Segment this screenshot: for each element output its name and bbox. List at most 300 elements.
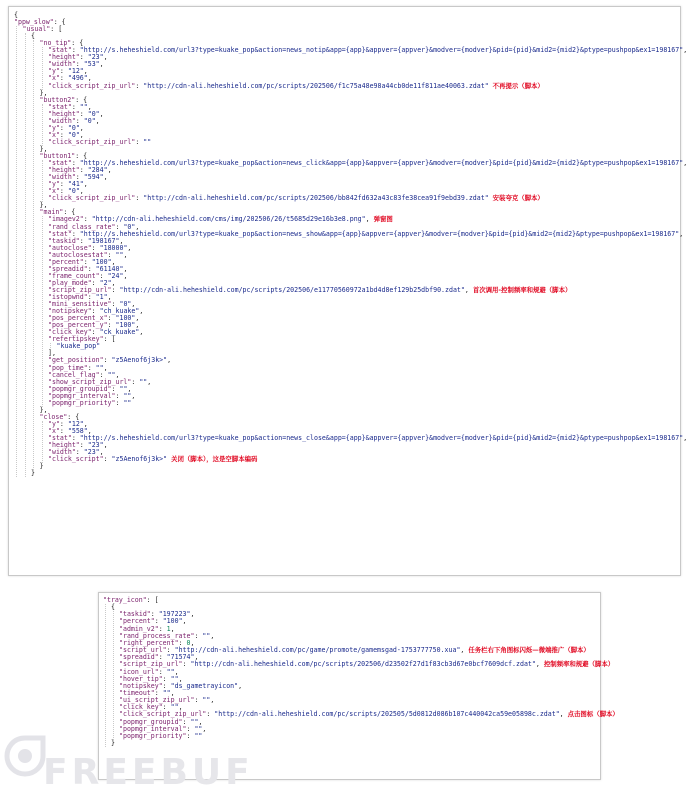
json-punctuation: : bbox=[158, 653, 167, 662]
json-punctuation: : bbox=[115, 398, 124, 407]
json-punctuation: , bbox=[238, 681, 243, 690]
json-value: "http://s.heheshield.com/url3?type=kuake_pop&action=news_click&app={app}&appver={appver}&modver={modver}&pid={pid}&mid2={mid2}&ptype=pushpop&ex1=198167" bbox=[79, 159, 684, 168]
json-punctuation: : bbox=[107, 250, 116, 259]
json-punctuation: : bbox=[194, 631, 203, 640]
json-key: "no_tip" bbox=[39, 39, 72, 48]
json-punctuation: , bbox=[127, 243, 132, 252]
json-punctuation: : bbox=[111, 285, 120, 294]
json-key: "click_script_zip_url" bbox=[48, 137, 136, 146]
json-value: "z5Aenof6j3k>" bbox=[111, 455, 168, 464]
json-key: "script_zip_url" bbox=[48, 285, 112, 294]
json-value: "23" bbox=[87, 53, 104, 62]
json-punctuation: : bbox=[99, 370, 108, 379]
json-punctuation: : bbox=[59, 74, 68, 83]
json-key: "click_key" bbox=[48, 328, 92, 337]
json-value: "61140" bbox=[95, 264, 124, 273]
json-key: "width" bbox=[48, 116, 76, 125]
json-punctuation: , bbox=[683, 159, 688, 168]
indent-guide bbox=[42, 421, 43, 463]
json-punctuation: : { bbox=[67, 412, 80, 421]
json-key: "pos_percent_y" bbox=[48, 321, 108, 330]
json-punctuation: , bbox=[111, 257, 116, 266]
json-key: "popmgr_groupid" bbox=[48, 384, 112, 393]
json-punctuation: : bbox=[194, 696, 203, 705]
json-punctuation: : bbox=[91, 278, 100, 287]
json-punctuation: , bbox=[131, 300, 136, 309]
json-punctuation: , bbox=[210, 696, 215, 705]
json-punctuation: }, bbox=[39, 144, 48, 153]
watermark-text: FREEBUF bbox=[43, 752, 254, 793]
json-key: "ppw_slow" bbox=[14, 18, 54, 27]
json-punctuation: ], bbox=[48, 349, 56, 358]
json-punctuation: , bbox=[83, 67, 88, 76]
json-punctuation: : bbox=[59, 130, 68, 139]
json-punctuation: , bbox=[87, 426, 92, 435]
json-punctuation: , bbox=[198, 717, 203, 726]
json-value: "" bbox=[115, 250, 124, 259]
code-line bbox=[48, 139, 151, 146]
json-value: "http://cdn-ali.heheshield.com/pc/scripts/202506/d23502f27d1f83cb3d67e0bcf7609dcf.zdat" bbox=[190, 660, 536, 669]
json-punctuation: : [ bbox=[50, 25, 63, 34]
json-punctuation: , bbox=[139, 307, 144, 316]
indent-guide bbox=[33, 40, 34, 470]
json-key: "notipskey" bbox=[119, 681, 163, 690]
json-value: "0" bbox=[87, 109, 100, 118]
json-punctuation: , bbox=[107, 166, 112, 175]
json-key: "height" bbox=[48, 53, 80, 62]
json-punctuation: }, bbox=[39, 405, 48, 414]
json-key: "click_key" bbox=[119, 703, 163, 712]
json-punctuation: , bbox=[210, 631, 215, 640]
json-punctuation: : bbox=[99, 271, 108, 280]
json-punctuation: { bbox=[111, 603, 115, 612]
json-value: "" bbox=[170, 703, 179, 712]
json-punctuation: : bbox=[131, 377, 140, 386]
json-key: "click_script_zip_url" bbox=[119, 710, 207, 719]
json-punctuation: : { bbox=[63, 208, 76, 217]
json-key: "pop_time" bbox=[48, 363, 88, 372]
json-value: "558" bbox=[67, 426, 88, 435]
json-key: "rand_process_rate" bbox=[119, 631, 195, 640]
json-key: "right_percent" bbox=[119, 638, 179, 647]
json-punctuation: , bbox=[559, 710, 564, 719]
code-line bbox=[57, 343, 101, 350]
json-punctuation: , bbox=[95, 116, 100, 125]
json-key: "timeout" bbox=[119, 688, 155, 697]
json-punctuation: : { bbox=[75, 152, 88, 160]
code-line bbox=[40, 463, 44, 470]
json-value: 1 bbox=[166, 624, 171, 633]
json-value: "100" bbox=[115, 321, 136, 330]
code-line bbox=[23, 26, 63, 33]
code-line bbox=[31, 33, 35, 40]
json-punctuation: : bbox=[87, 293, 96, 301]
json-value: "12" bbox=[67, 419, 84, 428]
annotation-note: 不再提示（脚本） bbox=[492, 81, 544, 90]
json-key: "height" bbox=[48, 441, 80, 450]
json-value: "" bbox=[202, 631, 211, 640]
json-punctuation: , bbox=[178, 674, 183, 683]
json-punctuation: , bbox=[79, 187, 84, 196]
code-line bbox=[48, 435, 687, 442]
json-punctuation: : bbox=[135, 137, 144, 146]
freebuf-logo-icon bbox=[3, 734, 47, 778]
json-key: "popmgr_priority" bbox=[48, 398, 116, 407]
json-value: "" bbox=[143, 137, 152, 146]
json-key: "usual" bbox=[22, 25, 51, 34]
json-punctuation: : [ bbox=[146, 596, 159, 604]
json-punctuation: , bbox=[174, 667, 179, 676]
json-value: "" bbox=[194, 731, 203, 740]
annotation-note: 关闭（脚本），这是空脚本编码 bbox=[171, 455, 258, 464]
annotation-note: 任务栏右下角图标闪烁—微端推广（脚本） bbox=[468, 646, 590, 655]
json-punctuation: , bbox=[182, 617, 187, 626]
json-punctuation: , bbox=[147, 377, 152, 386]
json-punctuation: : bbox=[75, 448, 84, 457]
json-punctuation: : bbox=[162, 703, 171, 712]
json-value: "" bbox=[139, 377, 148, 386]
json-punctuation: : bbox=[79, 236, 88, 245]
json-value: "71574" bbox=[166, 653, 195, 662]
json-key: "tray_icon" bbox=[103, 596, 147, 604]
json-punctuation: : { bbox=[53, 18, 66, 27]
json-punctuation: : bbox=[182, 660, 191, 669]
json-value: "24" bbox=[107, 271, 124, 280]
json-value: "2" bbox=[99, 278, 112, 287]
json-punctuation: , bbox=[119, 236, 124, 245]
json-key: "rand_class_rate" bbox=[48, 222, 116, 231]
json-key: "spreadid" bbox=[48, 264, 88, 273]
json-punctuation: : bbox=[59, 419, 68, 428]
json-key: "width" bbox=[48, 448, 76, 457]
json-value: "496" bbox=[67, 74, 88, 83]
annotation-note: 安装夸克（脚本） bbox=[492, 194, 544, 203]
json-punctuation: : bbox=[59, 123, 68, 132]
code-line bbox=[31, 470, 35, 477]
json-code-view bbox=[9, 7, 688, 575]
json-value: "" bbox=[107, 370, 116, 379]
json-key: "show_script_zip_url" bbox=[48, 377, 132, 386]
json-punctuation: : bbox=[79, 441, 88, 450]
indent-guide bbox=[16, 26, 17, 477]
json-punctuation: : bbox=[115, 222, 124, 231]
code-line bbox=[48, 231, 683, 238]
json-key: "spreadid" bbox=[119, 653, 159, 662]
json-punctuation: , bbox=[103, 53, 108, 62]
indent-guide bbox=[25, 33, 26, 477]
json-punctuation: , bbox=[464, 285, 469, 294]
json-punctuation: : bbox=[162, 674, 171, 683]
json-punctuation: } bbox=[111, 739, 115, 747]
json-key: "admin_v2" bbox=[119, 624, 159, 633]
json-value: "41" bbox=[67, 180, 84, 189]
json-value: "http://cdn-ali.heheshield.com/cms/img/202506/26/t5685d29e16b3e8.png" bbox=[91, 215, 366, 224]
json-punctuation: , bbox=[167, 356, 172, 365]
json-punctuation: , bbox=[99, 109, 104, 118]
code-line bbox=[48, 456, 257, 463]
json-value: "594" bbox=[83, 173, 104, 182]
json-value: "" bbox=[123, 391, 132, 400]
json-value: "" bbox=[166, 667, 175, 676]
json-punctuation: : bbox=[91, 328, 100, 337]
json-punctuation: , bbox=[103, 173, 108, 182]
json-punctuation: : [ bbox=[103, 335, 116, 344]
json-value: 0 bbox=[186, 638, 191, 647]
json-key: "popmgr_interval" bbox=[119, 724, 187, 733]
annotation-note: 首次调用-控制频率和规避（脚本） bbox=[472, 285, 572, 294]
indent-guide bbox=[42, 47, 43, 89]
annotation-note: 点击图标（脚本） bbox=[567, 710, 619, 719]
json-punctuation: , bbox=[115, 370, 120, 379]
json-value: "ds_gametrayicon" bbox=[170, 681, 239, 690]
json-punctuation: : bbox=[71, 229, 80, 238]
json-punctuation: : bbox=[158, 624, 167, 633]
code-line bbox=[111, 604, 115, 611]
json-punctuation: , bbox=[683, 46, 688, 55]
json-punctuation: : bbox=[115, 391, 124, 400]
json-key: "get_position" bbox=[48, 356, 104, 365]
json-punctuation: : bbox=[75, 116, 84, 125]
json-punctuation: : { bbox=[75, 95, 88, 104]
json-punctuation: , bbox=[107, 293, 112, 301]
json-key: "script_zip_url" bbox=[119, 660, 183, 669]
json-punctuation: , bbox=[170, 624, 175, 633]
json-punctuation: , bbox=[127, 384, 132, 393]
code-line bbox=[48, 287, 571, 294]
json-punctuation: , bbox=[103, 363, 108, 372]
json-punctuation: : bbox=[178, 638, 187, 647]
json-key: "popmgr_groupid" bbox=[119, 717, 183, 726]
json-value: "100" bbox=[115, 314, 136, 323]
json-key: "x" bbox=[48, 74, 60, 83]
json-punctuation: , bbox=[99, 60, 104, 69]
code-line bbox=[48, 83, 544, 90]
json-punctuation: : bbox=[111, 384, 120, 393]
json-value: "198167" bbox=[87, 236, 120, 245]
json-punctuation: , bbox=[460, 646, 465, 655]
json-value: "0" bbox=[67, 130, 80, 139]
json-key: "y" bbox=[48, 123, 60, 132]
json-value: "53" bbox=[83, 60, 100, 69]
json-punctuation: , bbox=[79, 123, 84, 132]
json-key: "stat" bbox=[48, 102, 72, 111]
json-key: "button1" bbox=[39, 152, 76, 160]
json-value: "0" bbox=[67, 123, 80, 132]
json-key: "taskid" bbox=[119, 610, 151, 619]
json-punctuation: : bbox=[154, 617, 163, 626]
json-key: "imagev2" bbox=[48, 215, 84, 224]
json-punctuation: , bbox=[194, 653, 199, 662]
json-value: "284" bbox=[87, 166, 108, 175]
json-punctuation: , bbox=[190, 638, 195, 647]
json-key: "x" bbox=[48, 187, 60, 196]
json-value: "http://cdn-ali.heheshield.com/pc/scripts/202506/e11770560972a1bd4d8ef129b25dbf90.zdat" bbox=[119, 285, 465, 294]
json-punctuation: , bbox=[202, 724, 207, 733]
json-punctuation: , bbox=[365, 215, 370, 224]
json-punctuation: : bbox=[79, 109, 88, 118]
json-key: "height" bbox=[48, 109, 80, 118]
json-punctuation: , bbox=[83, 180, 88, 189]
json-key: "play_mode" bbox=[48, 278, 92, 287]
json-value: "197223" bbox=[158, 610, 191, 619]
json-key: "popmgr_interval" bbox=[48, 391, 116, 400]
json-punctuation: : bbox=[75, 60, 84, 69]
json-punctuation: : bbox=[135, 81, 144, 90]
json-punctuation: , bbox=[123, 250, 128, 259]
json-punctuation: : { bbox=[71, 39, 84, 48]
json-punctuation: , bbox=[123, 271, 128, 280]
json-punctuation: } bbox=[39, 462, 44, 471]
json-punctuation: } bbox=[31, 469, 35, 478]
indent-guide bbox=[42, 160, 43, 202]
json-punctuation: , bbox=[79, 130, 84, 139]
json-value: "" bbox=[119, 384, 128, 393]
code-line bbox=[48, 47, 687, 54]
json-value: "23" bbox=[83, 448, 100, 457]
indent-guide bbox=[42, 104, 43, 146]
json-key: "click_script_zip_url" bbox=[48, 81, 136, 90]
annotation-note: 控制频率和规避（脚本） bbox=[543, 660, 615, 669]
json-value: "100" bbox=[162, 617, 183, 626]
json-value: "100" bbox=[91, 257, 112, 266]
json-punctuation: , bbox=[139, 328, 144, 337]
json-punctuation: , bbox=[87, 102, 92, 111]
json-punctuation: : bbox=[158, 667, 167, 676]
code-line bbox=[119, 661, 614, 668]
json-punctuation: : bbox=[79, 53, 88, 62]
json-key: "close" bbox=[39, 412, 68, 421]
json-value: "ch_kuake" bbox=[99, 307, 140, 316]
json-punctuation: : bbox=[162, 681, 171, 690]
watermark bbox=[3, 717, 254, 793]
json-value: "" bbox=[95, 363, 104, 372]
json-value: "1" bbox=[95, 293, 108, 301]
json-key: "refertipskey" bbox=[48, 335, 104, 344]
json-key: "icon_url" bbox=[119, 667, 159, 676]
json-punctuation: , bbox=[135, 314, 140, 323]
json-value: "ck_kuake" bbox=[99, 328, 140, 337]
json-key: "stat" bbox=[48, 46, 72, 55]
json-punctuation: : bbox=[71, 102, 80, 111]
json-punctuation: : bbox=[83, 257, 92, 266]
json-punctuation: , bbox=[87, 74, 92, 83]
json-value: "z5Aenof6j3k>" bbox=[111, 356, 168, 365]
code-line bbox=[48, 160, 687, 167]
json-value: "18000" bbox=[99, 243, 128, 252]
json-punctuation: { bbox=[31, 32, 35, 41]
json-punctuation: : bbox=[103, 356, 112, 365]
json-punctuation: , bbox=[111, 278, 116, 287]
indent-guide bbox=[42, 216, 43, 406]
json-punctuation: , bbox=[535, 660, 540, 669]
json-punctuation: : bbox=[150, 610, 159, 619]
json-punctuation: , bbox=[123, 264, 128, 273]
json-punctuation: : bbox=[59, 426, 68, 435]
json-key: "stat" bbox=[48, 229, 72, 238]
json-value: "0" bbox=[119, 300, 132, 309]
json-value: "" bbox=[190, 717, 199, 726]
json-key: "percent" bbox=[119, 617, 155, 626]
json-punctuation: , bbox=[99, 448, 104, 457]
json-key: "y" bbox=[48, 419, 60, 428]
json-key: "cancel_flag" bbox=[48, 370, 100, 379]
json-punctuation: , bbox=[83, 419, 88, 428]
json-key: "stat" bbox=[48, 434, 72, 442]
json-punctuation: , bbox=[683, 434, 688, 442]
json-key: "width" bbox=[48, 60, 76, 69]
code-line bbox=[48, 195, 544, 202]
json-value: "" bbox=[194, 724, 203, 733]
json-value: "" bbox=[202, 696, 211, 705]
json-punctuation: : bbox=[135, 194, 144, 203]
json-punctuation: , bbox=[190, 610, 195, 619]
json-key: "popmgr_priority" bbox=[119, 731, 187, 740]
json-key: "button2" bbox=[39, 95, 76, 104]
json-key: "autoclose" bbox=[48, 243, 92, 252]
json-punctuation: , bbox=[135, 222, 140, 231]
json-punctuation: : bbox=[91, 243, 100, 252]
json-punctuation: : bbox=[166, 646, 175, 655]
json-punctuation: , bbox=[103, 441, 108, 450]
json-key: "main" bbox=[39, 208, 64, 217]
json-punctuation: : bbox=[107, 321, 116, 330]
json-value: "" bbox=[79, 102, 88, 111]
json-punctuation: : bbox=[71, 46, 80, 55]
json-value: "http://cdn-ali.heheshield.com/pc/scripts/202505/5d0812d086b107c440042ca59e05898c.zdat" bbox=[214, 710, 560, 719]
json-value: "http://s.heheshield.com/url3?type=kuake_pop&action=news_close&app={app}&appver={appver}&modver={modver}&pid={pid}&mid2={mid2}&ptype=pushpop&ex1=198167" bbox=[79, 434, 684, 442]
json-value: "http://cdn-ali.heheshield.com/pc/scripts/202506/bb842fd632a43c83fe38cea91f9ebd39.zdat" bbox=[143, 194, 489, 203]
json-key: "y" bbox=[48, 67, 60, 76]
json-punctuation: , bbox=[135, 321, 140, 330]
json-value: "12" bbox=[67, 67, 84, 76]
json-punctuation: : bbox=[59, 187, 68, 196]
json-punctuation: , bbox=[178, 703, 183, 712]
json-punctuation: }, bbox=[39, 201, 48, 210]
json-key: "ui_script_zip_url" bbox=[119, 696, 195, 705]
json-punctuation: : bbox=[154, 688, 163, 697]
json-punctuation: : bbox=[87, 264, 96, 273]
json-key: "mini_sensitive" bbox=[48, 300, 112, 309]
json-punctuation: : bbox=[71, 434, 80, 442]
json-punctuation: , bbox=[170, 688, 175, 697]
json-key: "x" bbox=[48, 426, 60, 435]
json-value: "http://cdn-ali.heheshield.com/pc/scripts/202506/f1c75a48e98a44cb0de11f811ae40063.zdat" bbox=[143, 81, 489, 90]
json-key: "pos_percent_x" bbox=[48, 314, 108, 323]
json-value: "http://s.heheshield.com/url3?type=kuake_pop&action=news_show&app={app}&appver={appver}&modver={modver}&pid={pid}&mid2={mid2}&ptype=pushpop&ex1=198167" bbox=[79, 229, 680, 238]
json-key: "click_script" bbox=[48, 455, 104, 464]
json-punctuation: : bbox=[87, 363, 96, 372]
json-key: "x" bbox=[48, 130, 60, 139]
json-punctuation: : bbox=[182, 717, 191, 726]
json-punctuation: : bbox=[79, 166, 88, 175]
code-line bbox=[48, 400, 131, 407]
json-value: "0" bbox=[123, 222, 136, 231]
json-punctuation: : bbox=[186, 731, 195, 740]
json-value: "http://cdn-ali.heheshield.com/pc/game/promote/gamemsgad-1753777750.xua" bbox=[174, 646, 461, 655]
json-punctuation: : bbox=[71, 159, 80, 168]
json-value: "0" bbox=[67, 187, 80, 196]
json-punctuation: : bbox=[103, 455, 112, 464]
json-punctuation: : bbox=[111, 300, 120, 309]
annotation-note: 弹窗图 bbox=[373, 215, 393, 224]
json-punctuation: : bbox=[83, 215, 92, 224]
json-punctuation: : bbox=[186, 724, 195, 733]
json-key: "width" bbox=[48, 173, 76, 182]
json-key: "percent" bbox=[48, 257, 84, 266]
json-key: "frame_count" bbox=[48, 271, 100, 280]
json-punctuation: { bbox=[14, 11, 18, 19]
json-value: "23" bbox=[87, 441, 104, 450]
